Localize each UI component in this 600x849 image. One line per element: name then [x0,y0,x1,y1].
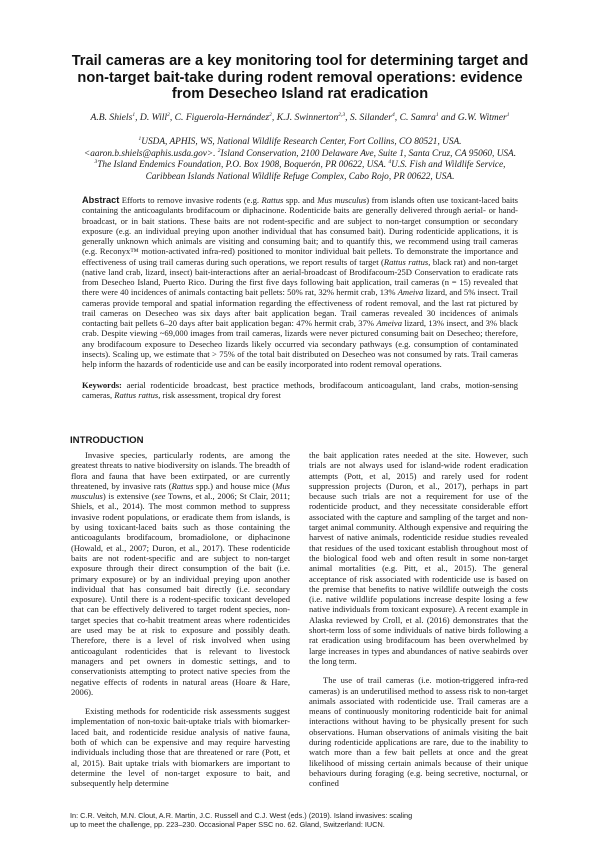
affiliation-4: U.S. Fish and Wildlife Service, [391,160,506,171]
keywords-text: aerial rodenticide broadcast, best practice methods, brodifacoum anticoagulant, land crabs, motion-sensing cameras, [82,380,518,401]
body-column-right [309,450,528,798]
author-affil-marker: 1 [506,112,510,118]
citation-line: up to meet the challenge, pp. 223–230. Occasional Paper SSC no. 62. Gland, Switzerland: IUCN. [70,820,385,830]
title-line: from Desecheo Island rat eradication [171,86,429,102]
author-affil-marker: 1 [435,112,439,118]
keywords-label: Keywords: [82,380,122,390]
author: S. Silander [349,112,393,123]
abstract-text: spp. and [283,195,318,205]
author-affil-marker: 2 [269,112,272,118]
affiliation-2: Island Conservation, 2100 Delaware Ave, Suite 1, Santa Cruz, CA 95060, USA. [220,148,517,159]
author-conjunction: and [440,112,456,123]
species-name: Mus musculus [317,195,367,205]
affiliation-1: USDA, APHIS, WS, National Wildlife Research Center, Fort Collins, CO 80521, USA. [141,137,462,147]
species-name: Ameiva [397,287,424,298]
author-affil-marker: 4 [392,112,395,118]
title-line: non-target bait-take during rodent removal operations: evidence [77,69,523,86]
author: G.W. Witmer [457,112,507,123]
corresponding-email[interactable]: <aaron.b.shiels@aphis.usda.gov>. [83,148,216,159]
paragraph: Invasive species, particularly rodents, are among the greatest threats to native biodiversity on islands. The breadth of flora and fauna that have been extirpated, or are currently threatened, by invasive rats (Rattus spp.) and house mice (Mus musculus) is extensive (see Towns, et al., 2006; St Clair, 2011; Shiels, et al., 2014). The most common method to suppress invasive rodent populations, or eradicate them from islands, is by using toxicant-laced baits such as those containing the anticoagulants brodifacoum, bromadiolone, or diphacinone (Howald, et al., 2007; Duron, et al., 2017). These rodenticide baits are not rodent-specific and are subject to non-target exposure through their direct consumption of the bait (i.e. primary exposure) or by an individual preying upon another individual that has consumed bait directly (i.e. secondary exposure). Until there is a rodent-specific toxicant developed that can be effectively delivered to target rodent species, non-target species that co-habit treatment areas where rodenticides are used may be at risk to exposure and possibly death. Therefore, there is a level of risk involved when using anticoagulant rodenticides that is relevant to livestock managers and pet owners in domestic settings, and to conservationists attempting to protect native species from the negative effects of rodents in natural areas (Hoare & Hare, 2006). [71,450,290,697]
affil-marker: 4 [388,159,392,166]
author: A.B. Shiels [90,112,133,123]
abstract [82,195,518,369]
abstract-text: lizard, 13% insect, and 3% black crab. Despite viewing ~69,000 images from trail cameras, lizards were never pictured consuming bait on Desecheo; therefore, any brodifacoum exposure to Desecheo lizards likely occurred via secondary pathways (e.g. consumption of contaminated insects). Scaling up, we estimate that > 75% of the total bait distributed on Desecheo was not consumed by rats. Trail cameras help inform the hazards of rodenticide use and can be easily incorporated into rodent removal operations. [82,318,518,369]
author-affil-marker: 2,3 [338,112,346,118]
abstract-text: lizard, and 5% insect. Trail cameras provide temporal and spatial information regarding the effectiveness of rodent removal, and the last rat pictured by trail cameras on Desecheo was six days after bait application began. Trail cameras revealed 30 incidences of animals contacting bait pellets 6–20 days after bait application began: 47% hermit crab, 37% [82,287,518,328]
author: C. Samra [399,112,436,123]
paragraph: Existing methods for rodenticide risk assessments suggest implementation of non-toxic bait-uptake trials with biomarker-laced bait, and rodenticide residue analysis of native fauna, both of which can be expensive and may require harvesting individuals including those that are threatened or rare (Pott, et al, 2015). Bait uptake trials with biomarkers are important to determine the level of non-target exposure to bait, and subsequently help determine [71,706,290,789]
citation-footer [70,811,530,829]
paper-title [60,53,540,103]
author: K.J. Swinnerton [276,112,339,123]
author-list: A.B. Shiels$^1$, D. Will$^2$, C. Figuerola-Hernández$^2$, K.J. Swinnerton$^{2,3}$, S. Silander$^4$, C. Samra$^1$ and G.W. Witmer$^1$ [90,112,510,123]
author-affil-marker: 1 [132,112,136,118]
keywords [82,380,518,401]
citation-line: In: C.R. Veitch, M.N. Clout, A.R. Martin, J.C. Russell and C.J. West (eds.) (2019). Island invasives: scaling [70,811,413,820]
species-name: Rattus rattus [114,390,159,401]
body-column-left [71,450,290,798]
affil-marker: 3 [94,159,98,166]
affiliation-3: The Island Endemics Foundation, P.O. Box 1908, Boquerón, PR 00622, USA. [97,160,387,171]
affiliations [40,137,560,183]
species-name: Rattus rattus [383,256,429,267]
author: D. Will [139,112,168,123]
abstract-text: ) from islands often use toxicant-laced baits containing the anticoagulants brodifacoum or diphacinone. Rodenticide baits are generally delivered through aerial- or hand-broadcast, or in bait stations. These baits are not rodent-specific and are subject to non-target consumption or secondary exposure (e.g. an individual preying upon another individual that has consumed bait). During rodenticide applications, it is generally unknown which animals are visiting and consuming bait; and to quantify this, we recommend using trail cameras (e.g. Reconyx™ motion-activated infra-red) positioned to monitor individual bait pellets. To demonstrate the importance and effectiveness of using trail cameras during such operations, we report results of target ( [82,195,518,267]
author-affil-marker: 2 [167,112,170,118]
title-line: Trail cameras are a key monitoring tool for determining target and [71,53,529,69]
species-name: Ameiva [376,318,403,328]
keywords-text: , risk assessment, tropical dry forest [158,390,281,401]
section-heading-introduction: INTRODUCTION [70,435,144,446]
species-name: Rattus [261,195,284,205]
author: C. Figuerola-Hernández [174,112,270,123]
abstract-text: , black rat) and non-target (native land crab, lizard, insect) bait-interactions after an aerial-broadcast of Brodifacoum-25D Conservation to eradicate rats from Desecheo Island, Puerto Rico. During the first five days following bait application, trail cameras (n = 15) revealed that there were 40 incidences of animals contacting bait pellets: 50% rat, 32% hermit crab, 13% [82,256,518,298]
affil-marker: 2 [217,147,221,154]
abstract-label: Abstract [82,195,120,205]
paragraph: The use of trail cameras (i.e. motion-triggered infra-red cameras) is an underutilised method to assess risk to non-target animals associated with rodenticide use. Trail cameras are a means of continuously monitoring rodenticide bait for animal interactions without having to be physically present for such observations. Human observations of animals visiting the bait during rodenticide applications are rare, due to the inability to watch more than a few bait pellets at once and the great likelihood of missing certain animals because of their unique behaviours during foraging (e.g. being secretive, nocturnal, or confined [309,675,528,789]
abstract-text: Efforts to remove invasive rodents (e.g. [119,195,262,205]
paragraph-continued: the bait application rates needed at the site. However, such trials are not always used for island-wide rodent eradication attempts (Pott, et al, 2015) and rarely used for rodent suppression projects (Duron, et al., 2017), perhaps in part because such trials are not a requirement for use of the rodenticide product, and they necessitate considerable effort associated with the capture and sampling of the target and non-target animal community. Although expensive and requiring the harvest of native animals, rodenticide residue studies revealed that residues of the used toxicant establish throughout most of the biological food web and often result in some non-target animal mortalities (e.g. Pitt, et al., 2015). The general acceptance of risk associated with rodenticide use is based on the premise that benefits to native wildlife outweigh the costs (i.e. native wildlife populations increase despite losing a few native individuals from toxicant exposure). A recent example in Alaska reviewed by Croll, et al. (2016) demonstrates that the short-term loss of some individuals of native birds following a rat eradication using brodifacoum has been overwhelmed by large increases in types and abundances of native seabirds over the long term. [309,450,528,666]
affil-marker: 1 [138,136,142,142]
affiliation-4-cont: Caribbean Islands National Wildlife Refuge Complex, Cabo Rojo, PR 00622, USA. [145,171,455,182]
